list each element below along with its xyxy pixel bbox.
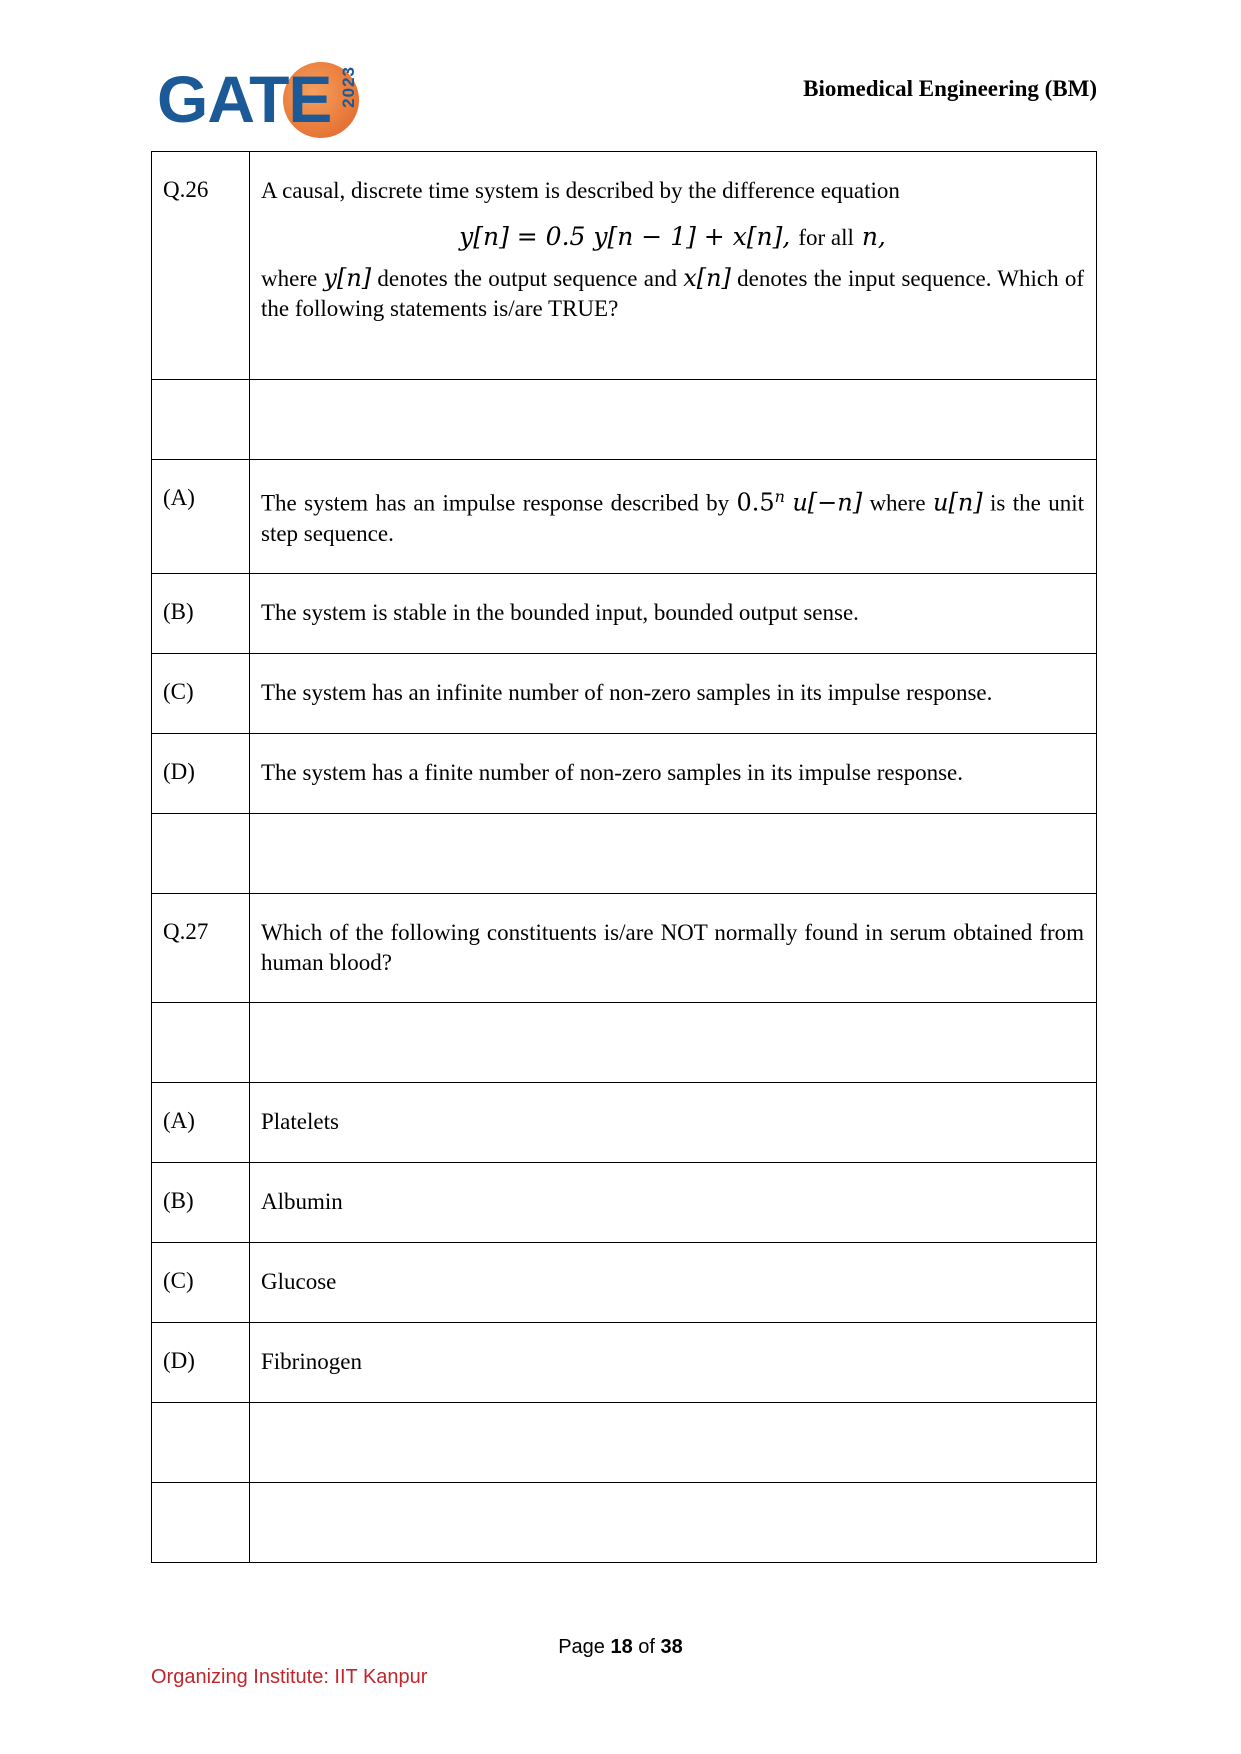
option-label: (A) [163, 485, 195, 510]
option-row[interactable] [152, 1323, 1097, 1403]
question-number: Q.26 [163, 177, 209, 202]
option-text: The system has an infinite number of non-zero samples in its impulse response. [261, 680, 993, 705]
option-label: (B) [163, 599, 194, 624]
blank-row [152, 1403, 1097, 1483]
difference-equation [261, 222, 1084, 251]
subject-title: Biomedical Engineering (BM) [803, 76, 1097, 101]
option-row[interactable] [152, 734, 1097, 814]
question-number: Q.27 [163, 919, 209, 944]
blank-row [152, 814, 1097, 894]
option-label: (C) [163, 1268, 194, 1293]
blank-row [152, 1003, 1097, 1083]
question-row [152, 894, 1097, 1003]
option-label: (A) [163, 1108, 195, 1133]
option-row[interactable] [152, 574, 1097, 654]
option-text: The system is stable in the bounded input, bounded output sense. [261, 600, 859, 625]
question-stem: Which of the following constituents is/are NOT normally found in serum obtained from human blood? [261, 920, 1084, 975]
option-text: The system has an impulse response described by 0.5$^n$ u[−n] where u[n] is the unit step sequence. [261, 487, 1084, 546]
question-stem: where y[n] denotes the output sequence and x[n] denotes the input sequence. Which of the following statements is/are TRUE? [261, 264, 1085, 321]
option-row[interactable] [152, 1163, 1097, 1243]
option-label: (B) [163, 1188, 194, 1213]
option-row[interactable] [152, 460, 1097, 574]
equation-main: y[n] = 0.5 y[n − 1] + x[n], [459, 222, 791, 251]
option-text: Albumin [261, 1189, 343, 1214]
equation-var: n, [861, 222, 886, 251]
organizing-institute: Organizing Institute: IIT Kanpur [151, 1666, 428, 1688]
option-row[interactable] [152, 1243, 1097, 1323]
question-intro: A causal, discrete time system is described by the difference equation [261, 178, 900, 203]
page-number: Page 18 of 38 [558, 1636, 683, 1658]
option-label: (C) [163, 679, 194, 704]
blank-row [152, 1483, 1097, 1563]
logo-text: GATE [157, 62, 332, 136]
option-row[interactable] [152, 1083, 1097, 1163]
option-label: (D) [163, 759, 195, 784]
option-text: Fibrinogen [261, 1349, 362, 1374]
option-text: Platelets [261, 1109, 339, 1134]
logo-year: 2023 [339, 66, 358, 108]
option-row[interactable] [152, 654, 1097, 734]
option-label: (D) [163, 1348, 195, 1373]
blank-row [152, 380, 1097, 460]
gate-logo [157, 58, 357, 140]
option-text: The system has a finite number of non-zero samples in its impulse response. [261, 760, 963, 785]
question-row [152, 152, 1097, 380]
question-table [151, 151, 1097, 1563]
equation-suffix: for all [798, 225, 854, 250]
option-text: Glucose [261, 1269, 337, 1294]
